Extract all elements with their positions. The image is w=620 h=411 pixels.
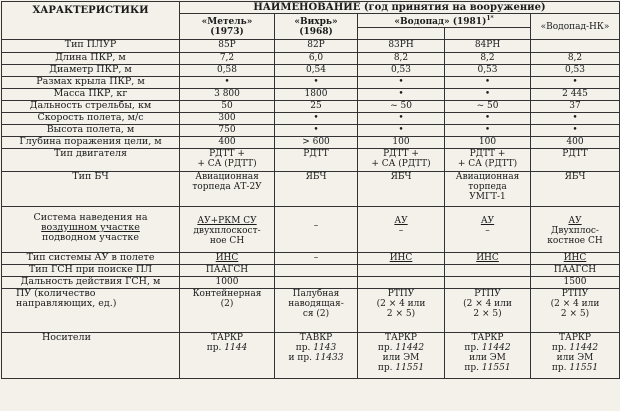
cell: 8,2 xyxy=(445,53,531,65)
cell xyxy=(358,333,445,379)
cell xyxy=(445,207,531,253)
carrier-text: пр. xyxy=(464,363,480,373)
guidance-air: АУ xyxy=(480,216,495,226)
cell: • xyxy=(275,77,358,89)
carrier-text: пр. xyxy=(464,343,480,353)
cell: • xyxy=(275,113,358,125)
cell: ЯБЧ xyxy=(275,172,358,207)
cell: ИНС xyxy=(180,253,275,265)
carrier-text: пр. xyxy=(551,363,567,373)
row-label: Высота полета, м xyxy=(2,125,180,137)
cell: ИНС xyxy=(445,253,531,265)
carrier-text: и пр. xyxy=(288,353,312,363)
row-speed xyxy=(2,113,620,125)
row-label xyxy=(2,207,180,253)
row-altitude xyxy=(2,125,620,137)
cell xyxy=(275,265,358,277)
row-label: Тип системы АУ в полете xyxy=(2,253,180,265)
carrier-text: или ЭМ xyxy=(469,353,506,363)
row-range xyxy=(2,101,620,113)
cell: 37 xyxy=(531,101,620,113)
cell: ИНС xyxy=(358,253,445,265)
cell: • xyxy=(531,113,620,125)
row-launcher xyxy=(2,289,620,333)
carrier-project: 11442 xyxy=(481,343,511,353)
row-label: Носители xyxy=(2,333,180,379)
carrier-project: 11442 xyxy=(569,343,599,353)
guidance-water: двухплоскост- ное СН xyxy=(193,226,261,246)
row-carriers xyxy=(2,333,620,379)
carrier-text: пр. xyxy=(377,343,393,353)
cell xyxy=(358,277,445,289)
cell: 100 xyxy=(358,137,445,149)
cell: 0,54 xyxy=(275,65,358,77)
guidance-air: АУ xyxy=(394,216,408,226)
guidance-water: Двухплос- костное СН xyxy=(547,226,603,246)
cell: 25 xyxy=(275,101,358,113)
cell xyxy=(358,207,445,253)
cell: ~ 50 xyxy=(358,101,445,113)
cell: РТПУ (2 × 4 или 2 × 5) xyxy=(445,289,531,333)
row-label: Тип БЧ xyxy=(2,172,180,207)
cell: ЯБЧ xyxy=(531,172,620,207)
carrier-text: или ЭМ xyxy=(382,353,420,363)
cell xyxy=(445,277,531,289)
guidance-label-2: воздушном участке xyxy=(41,222,140,233)
row-type xyxy=(2,40,620,53)
cell xyxy=(445,265,531,277)
cell: • xyxy=(531,77,620,89)
cell: РДТТ + + СА (РДТТ) xyxy=(358,149,445,172)
col-vodopad-name: «Водопад» (1981) xyxy=(394,17,487,27)
cell: 82Р xyxy=(275,40,358,53)
cell xyxy=(531,40,620,53)
cell: 2 445 xyxy=(531,89,620,101)
cell: • xyxy=(358,113,445,125)
cell: 750 xyxy=(180,125,275,137)
cell xyxy=(531,333,620,379)
carrier-project: 1143 xyxy=(313,343,337,353)
carrier-text: или ЭМ xyxy=(556,353,594,363)
row-engine xyxy=(2,149,620,172)
cell: 0,53 xyxy=(445,65,531,77)
cell: 8,2 xyxy=(531,53,620,65)
row-label: Глубина поражения цели, м xyxy=(2,137,180,149)
cell: 400 xyxy=(531,137,620,149)
cell xyxy=(180,333,275,379)
cell: 0,53 xyxy=(531,65,620,77)
row-warhead xyxy=(2,172,620,207)
row-guidance xyxy=(2,207,620,253)
guidance-label-1: Система наведения на xyxy=(33,212,148,223)
row-label: Масса ПКР, кг xyxy=(2,89,180,101)
row-diameter xyxy=(2,65,620,77)
guidance-air: – xyxy=(313,221,319,231)
row-label: Дальность стрельбы, км xyxy=(2,101,180,113)
cell: • xyxy=(180,77,275,89)
guidance-air: АУ+РКМ СУ xyxy=(197,216,257,226)
cell: – xyxy=(275,253,358,265)
guidance-water: – xyxy=(485,226,490,236)
carrier-text: ТАРКР xyxy=(385,333,417,343)
carrier-text: пр. xyxy=(377,363,393,373)
col-vikhr-year: (1968) xyxy=(299,26,333,37)
row-label: Тип двигателя xyxy=(2,149,180,172)
col-metel-name: «Метель» xyxy=(201,16,253,27)
row-label: Диаметр ПКР, м xyxy=(2,65,180,77)
cell xyxy=(180,207,275,253)
row-length xyxy=(2,53,620,65)
cell: 3 800 xyxy=(180,89,275,101)
cell: 1500 xyxy=(531,277,620,289)
carrier-project: 11442 xyxy=(395,343,425,353)
cell: • xyxy=(358,89,445,101)
carrier-text: ТАВКР xyxy=(299,333,333,343)
col-metel xyxy=(180,14,275,40)
cell: РТПУ (2 × 4 или 2 × 5) xyxy=(358,289,445,333)
header-name-year: НАИМЕНОВАНИЕ (год принятия на вооружение) xyxy=(180,2,620,14)
cell: • xyxy=(445,77,531,89)
col-vodopad-nk: «Водопад-НК» xyxy=(531,14,620,40)
cell: • xyxy=(445,113,531,125)
row-au-type xyxy=(2,253,620,265)
guidance-label-3: подводном участке xyxy=(42,232,139,243)
cell: РТПУ (2 × 4 или 2 × 5) xyxy=(531,289,620,333)
cell: ПААГСН xyxy=(180,265,275,277)
cell: 6,0 xyxy=(275,53,358,65)
row-label: Скорость полета, м/с xyxy=(2,113,180,125)
cell: • xyxy=(358,125,445,137)
col-metel-year: (1973) xyxy=(210,26,244,37)
cell: 1000 xyxy=(180,277,275,289)
cell xyxy=(275,333,358,379)
cell: ИНС xyxy=(531,253,620,265)
cell xyxy=(275,277,358,289)
carrier-project: 1144 xyxy=(224,343,248,353)
cell: 7,2 xyxy=(180,53,275,65)
carrier-text: пр. xyxy=(295,343,311,353)
cell: ПААГСН xyxy=(531,265,620,277)
row-seeker xyxy=(2,265,620,277)
cell: • xyxy=(445,89,531,101)
cell: • xyxy=(445,125,531,137)
col-vodopad-mark: 1* xyxy=(486,15,494,22)
cell: РДТТ xyxy=(531,149,620,172)
cell: 300 xyxy=(180,113,275,125)
carrier-text: пр. xyxy=(206,343,222,353)
row-mass xyxy=(2,89,620,101)
cell: РДТТ + + СА (РДТТ) xyxy=(180,149,275,172)
cell: РДТТ xyxy=(275,149,358,172)
row-depth xyxy=(2,137,620,149)
cell xyxy=(275,207,358,253)
header-characteristics: ХАРАКТЕРИСТИКИ xyxy=(2,2,180,40)
row-label: Дальность действия ГСН, м xyxy=(2,277,180,289)
guidance-air: АУ xyxy=(568,216,582,226)
col-vodopad-84 xyxy=(445,28,531,40)
cell: • xyxy=(531,125,620,137)
cell: 0,53 xyxy=(358,65,445,77)
cell: Авиационная торпеда УМГТ-1 xyxy=(445,172,531,207)
cell: РДТТ + + СА (РДТТ) xyxy=(445,149,531,172)
cell: Палубная наводящая- ся (2) xyxy=(275,289,358,333)
cell: > 600 xyxy=(275,137,358,149)
row-label: Тип ПЛУР xyxy=(2,40,180,53)
cell: Авиационная торпеда АТ-2У xyxy=(180,172,275,207)
col-vodopad-83 xyxy=(358,28,445,40)
cell: Контейнерная (2) xyxy=(180,289,275,333)
cell: ЯБЧ xyxy=(358,172,445,207)
carrier-project: 11433 xyxy=(314,353,344,363)
row-label: Размах крыла ПКР, м xyxy=(2,77,180,89)
carrier-project: 11551 xyxy=(569,363,599,373)
cell: ~ 50 xyxy=(445,101,531,113)
row-label: ПУ (количество направляющих, ед.) xyxy=(2,289,180,333)
weapons-spec-table xyxy=(1,1,620,379)
cell: 1800 xyxy=(275,89,358,101)
cell xyxy=(358,265,445,277)
cell: • xyxy=(275,125,358,137)
cell: 0,58 xyxy=(180,65,275,77)
row-seeker-range xyxy=(2,277,620,289)
cell: 400 xyxy=(180,137,275,149)
carrier-text: пр. xyxy=(551,343,567,353)
cell: 8,2 xyxy=(358,53,445,65)
col-vikhr-name: «Вихрь» xyxy=(294,16,338,27)
cell xyxy=(531,207,620,253)
cell xyxy=(445,333,531,379)
cell: 85Р xyxy=(180,40,275,53)
carrier-text: ТАРКР xyxy=(471,333,504,343)
cell: 50 xyxy=(180,101,275,113)
row-wingspan xyxy=(2,77,620,89)
carrier-text: ТАРКР xyxy=(211,333,243,343)
guidance-water: – xyxy=(398,226,404,236)
row-label: Длина ПКР, м xyxy=(2,53,180,65)
row-label: Тип ГСН при поиске ПЛ xyxy=(2,265,180,277)
carrier-text: ТАРКР xyxy=(559,333,591,343)
cell: 100 xyxy=(445,137,531,149)
carrier-project: 11551 xyxy=(481,363,511,373)
cell: 83РН xyxy=(358,40,445,53)
cell: 84РН xyxy=(445,40,531,53)
carrier-project: 11551 xyxy=(395,363,425,373)
cell: • xyxy=(358,77,445,89)
col-vikhr xyxy=(275,14,358,40)
col-vodopad xyxy=(358,14,531,28)
